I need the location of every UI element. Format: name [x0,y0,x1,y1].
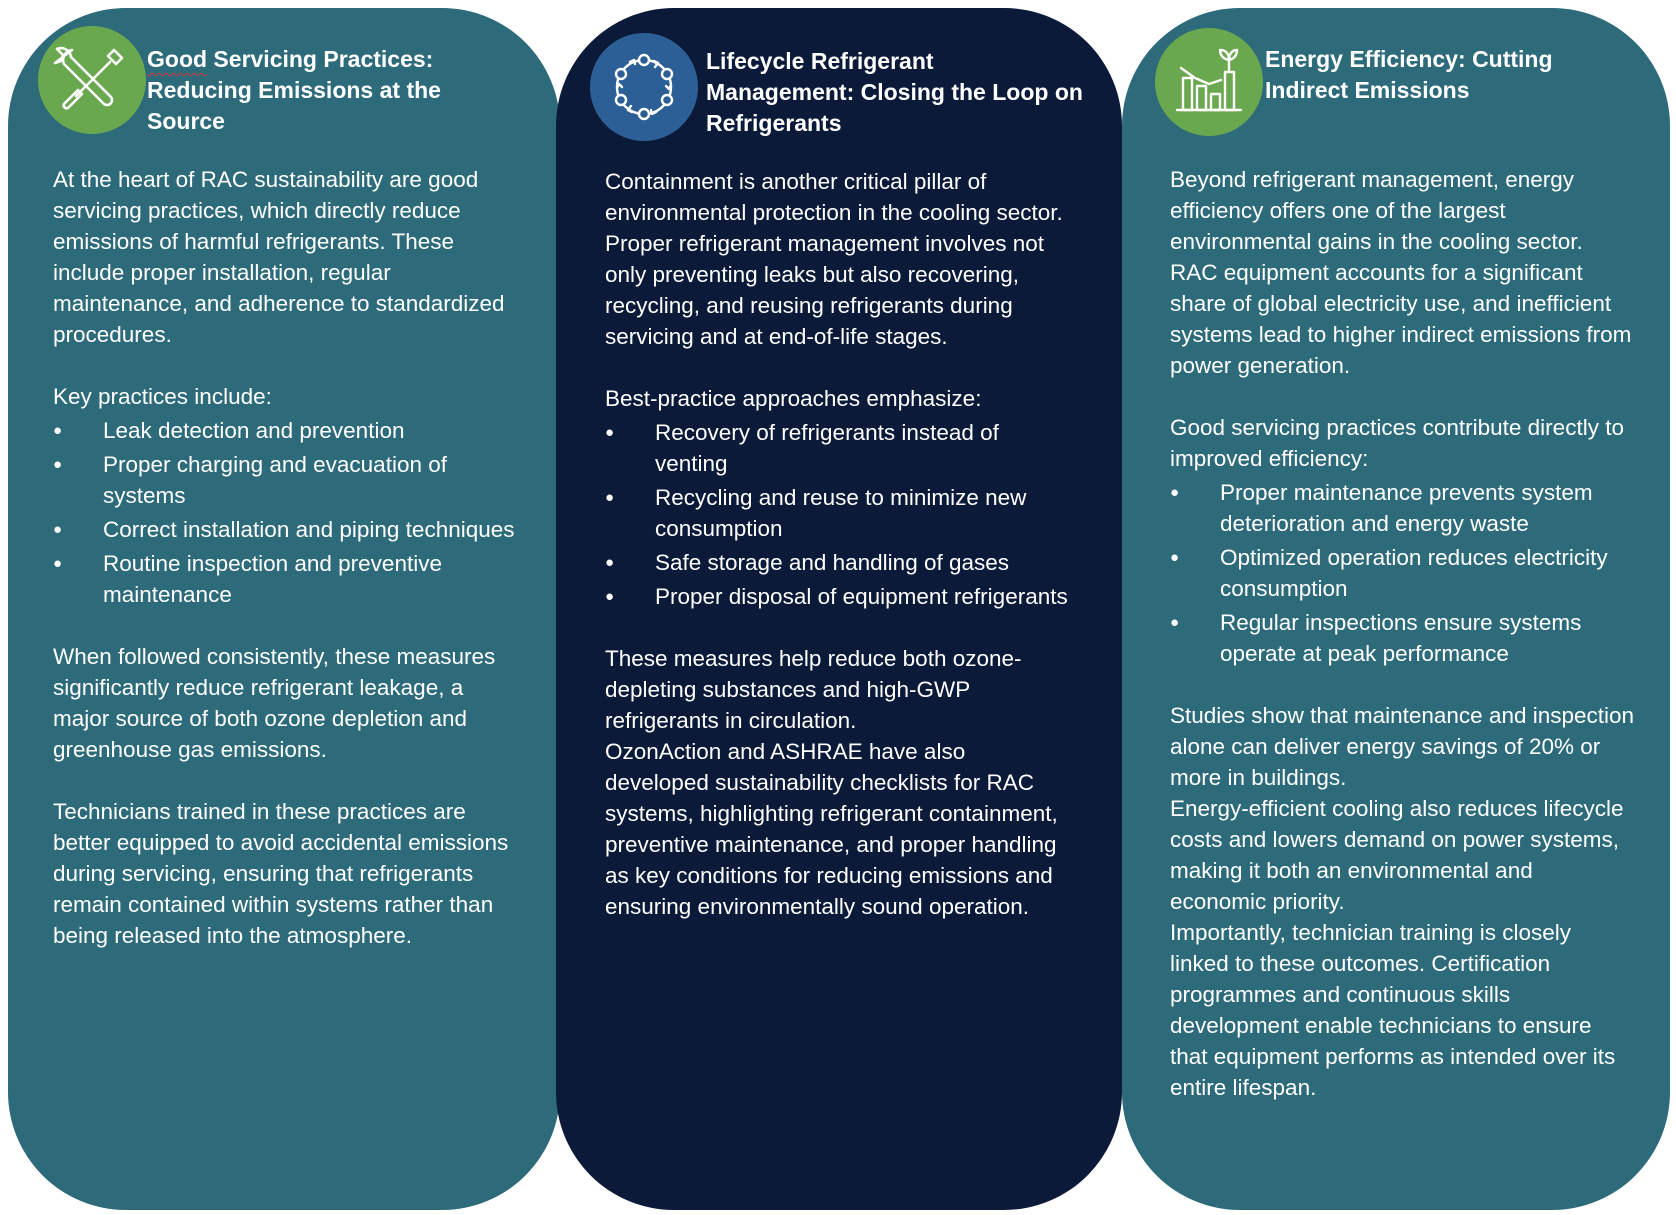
body-paragraph: Studies show that maintenance and inspection alone can deliver energy savings of 20% or more in buildings. [1170,703,1635,790]
list-heading: Key practices include: [53,384,272,409]
intro-paragraph: Containment is another critical pillar of environmental protection in the cooling sector. Proper refrigerant management involves not only preventing leaks but also recovering, recycling, and reusing refrigerants during servicing and at end-of-life stages. [605,169,1063,349]
body-paragraph: Energy-efficient cooling also reduces lifecycle costs and lowers demand on power systems, making it both an environmental and economic priority. [1170,796,1624,914]
list-item: ● Recovery of refrigerants instead of venting [605,417,1075,479]
panel-good-servicing [8,8,560,1210]
intro-paragraph: Beyond refrigerant management, energy efficiency offers one of the largest environmental gains in the cooling sector. RAC equipment accounts for a significant share of global electricity use, and inefficient systems lead to higher indirect emissions from power generation. [1170,167,1632,378]
cycle-loop-icon [590,33,698,141]
bar-chart-plant-icon [1155,28,1263,136]
list-item: ● Leak detection and prevention [53,415,523,446]
wrench-screwdriver-icon [38,26,146,134]
panel-body [53,164,523,951]
list-heading: Best-practice approaches emphasize: [605,386,982,411]
list-item: ● Proper disposal of equipment refrigerants [605,581,1075,612]
list-item: ● Routine inspection and preventive maintenance [53,548,523,610]
list-item: ● Proper maintenance prevents system deterioration and energy waste [1170,477,1635,539]
list-item: ● Proper charging and evacuation of systems [53,449,523,511]
list-item: ● Recycling and reuse to minimize new consumption [605,482,1075,544]
panel-lifecycle-management [556,8,1122,1210]
panel-body [1170,164,1635,1103]
body-paragraph: Importantly, technician training is closely linked to these outcomes. Certification programmes and continuous skills development enable technicians to ensure that equipment performs as intended over its entire lifespan. [1170,920,1616,1100]
panel-title: Good Servicing Practices: Reducing Emissions at the Source [147,46,441,134]
panel-title: Lifecycle Refrigerant Management: Closing the Loop on Refrigerants [706,48,1083,136]
list-item: ● Safe storage and handling of gases [605,547,1075,578]
body-paragraph: When followed consistently, these measures significantly reduce refrigerant leakage, a major source of both ozone depletion and greenhouse gas emissions. [53,644,496,762]
body-paragraph: Technicians trained in these practices are better equipped to avoid accidental emissions during servicing, ensuring that refrigerants remain contained within systems rather than being released into the atmosphere. [53,799,509,948]
list-item: ● Correct installation and piping techniques [53,514,523,545]
bullet-list [605,417,1075,612]
list-heading: Good servicing practices contribute directly to improved efficiency: [1170,415,1624,471]
list-item: ● Regular inspections ensure systems operate at peak performance [1170,607,1635,669]
panel-title: Energy Efficiency: Cutting Indirect Emissions [1265,46,1553,103]
panel-body [605,166,1075,922]
body-paragraph: OzonAction and ASHRAE have also developed sustainability checklists for RAC systems, highlighting refrigerant containment, preventive maintenance, and proper handling as key conditions for reducing emissions and ensuring environmentally sound operation. [605,739,1058,919]
intro-paragraph: At the heart of RAC sustainability are good servicing practices, which directly reduce emissions of harmful refrigerants. These include proper installation, regular maintenance, and adherence to standardized procedures. [53,167,505,347]
list-item: ● Optimized operation reduces electricity consumption [1170,542,1635,604]
bullet-list [1170,477,1635,669]
panel-energy-efficiency [1122,8,1670,1210]
body-paragraph: These measures help reduce both ozone-depleting substances and high-GWP refrigerants in circulation. [605,646,1022,733]
bullet-list [53,415,523,610]
